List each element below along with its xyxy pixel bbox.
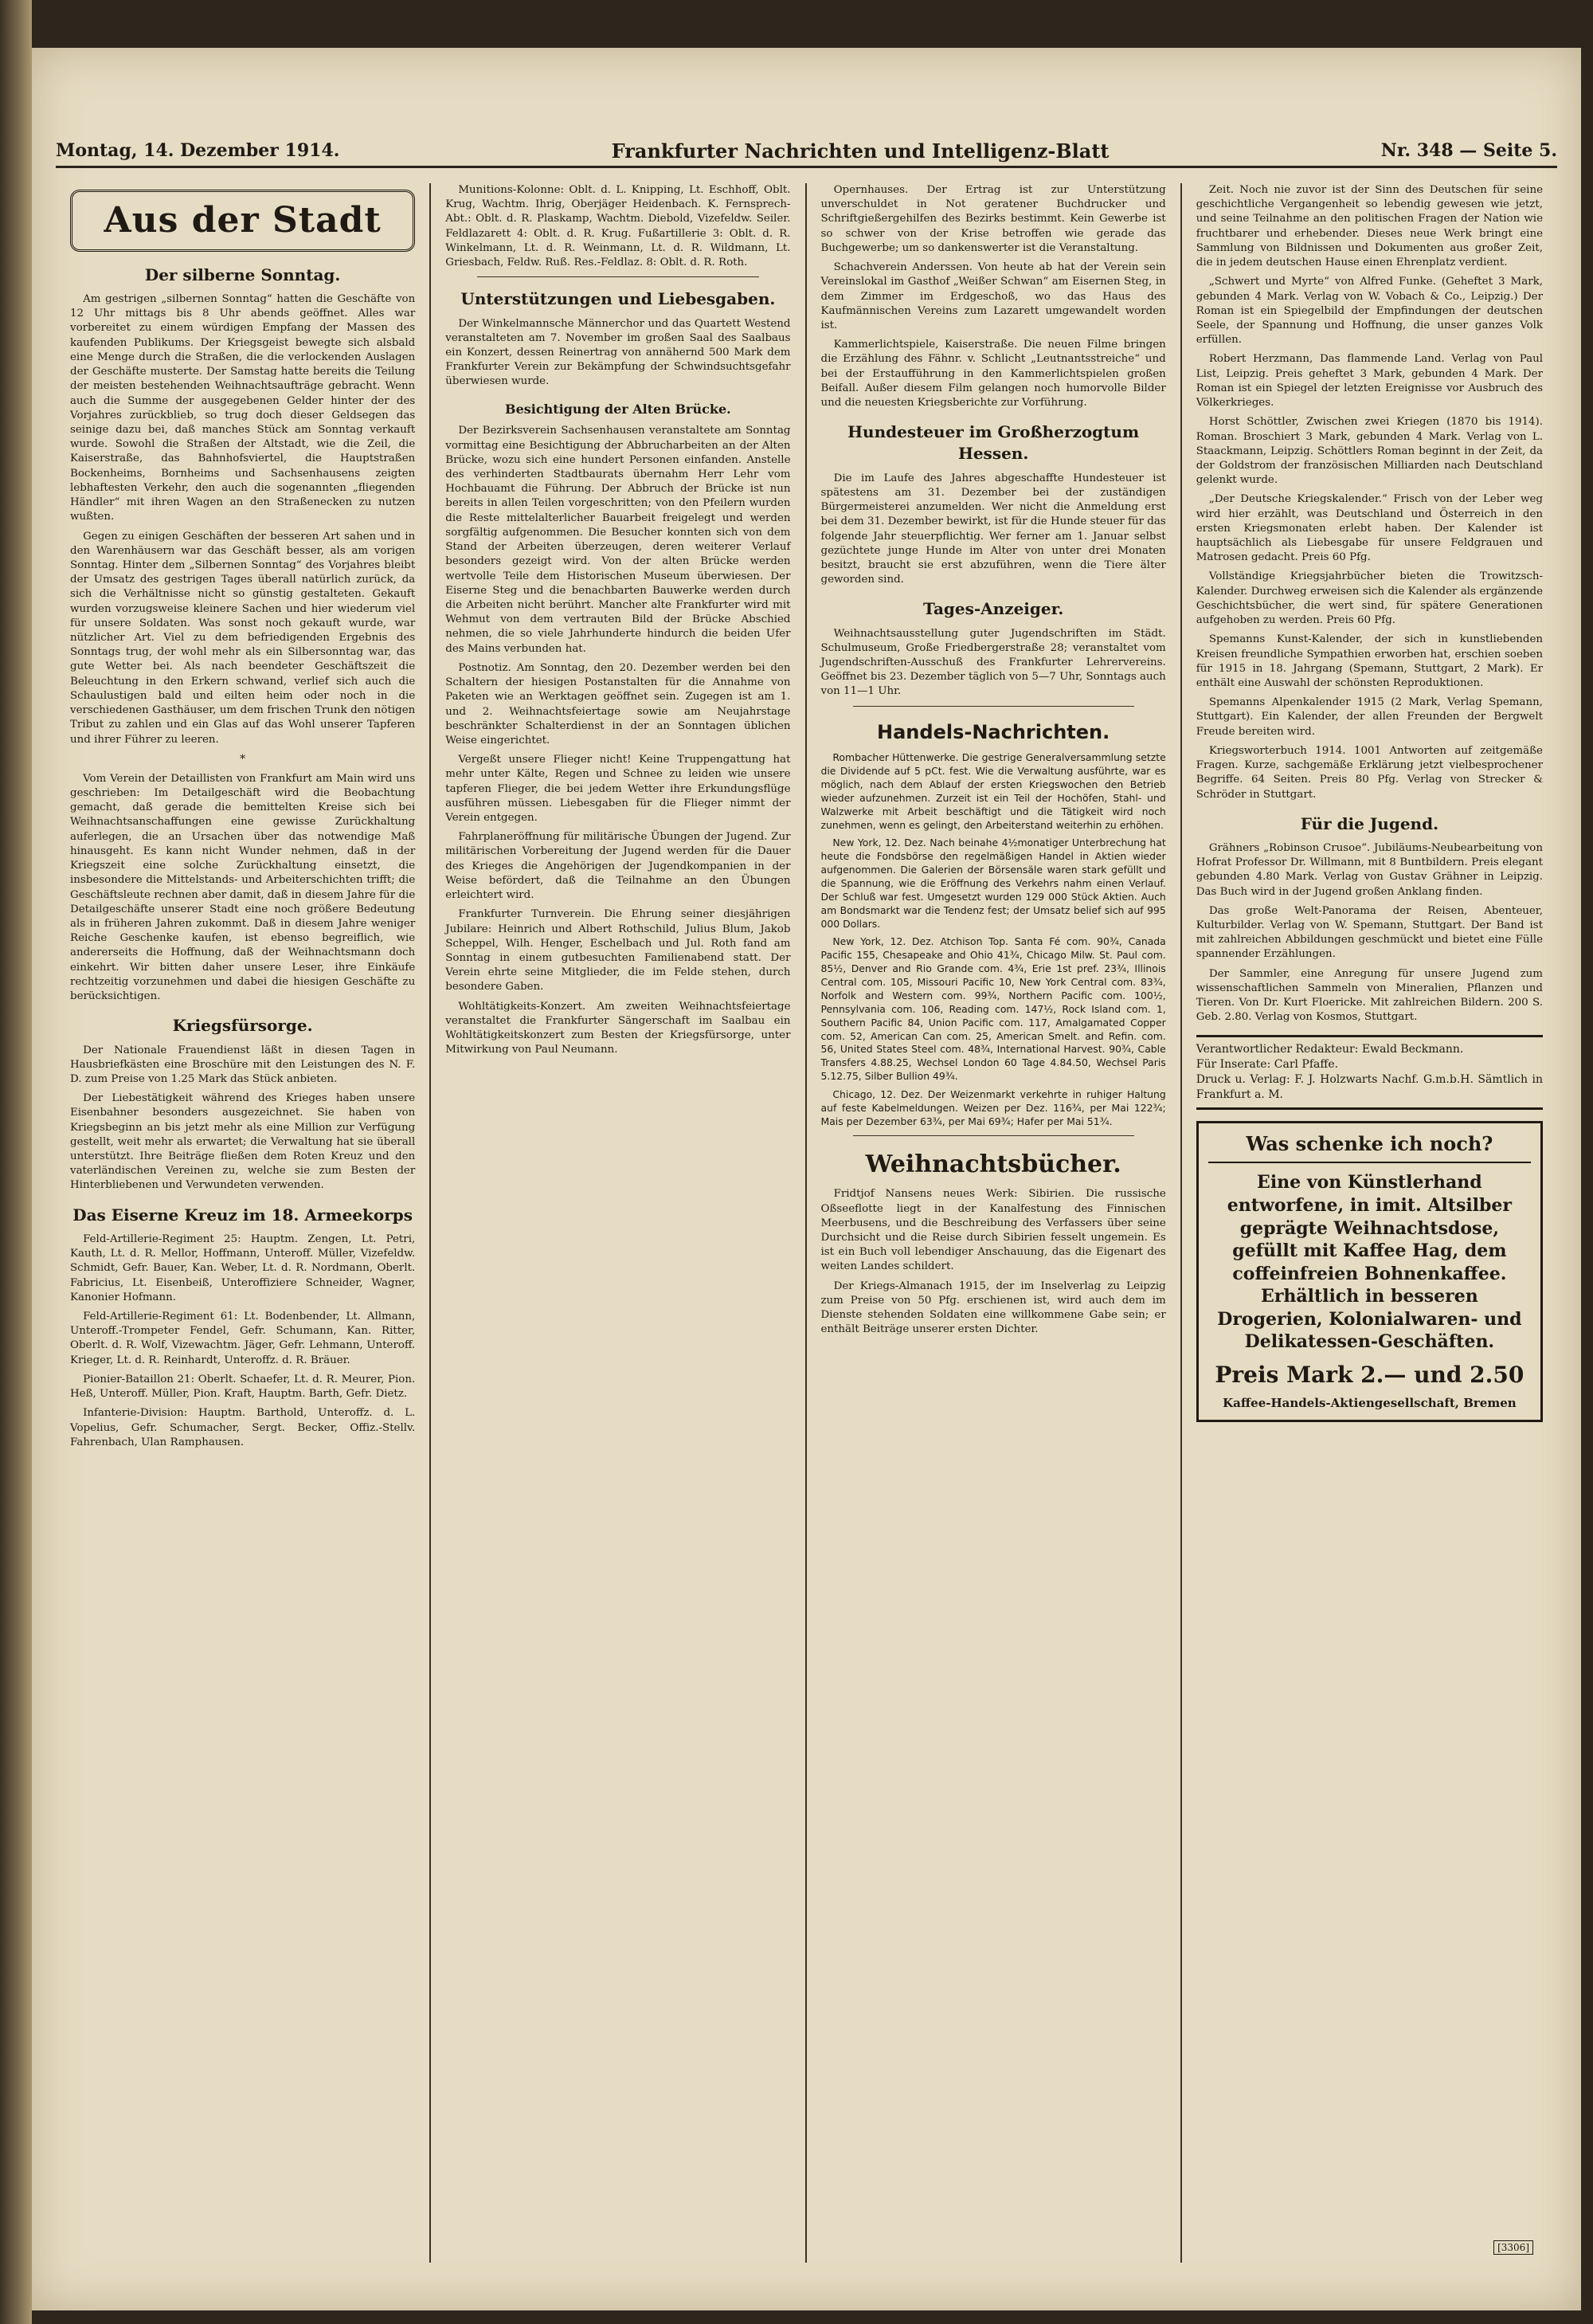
article-paragraph: Der Bezirksverein Sachsenhausen veranstaltete am Sonntag vormittag eine Besichtigung der Abbrucharbeiten an der Alten Brücke, wozu sich eine hundert Personen einfanden. Anstelle des verhinderten Stadtbaurats übernahm Herr Lehr vom Hochbauamt die Führung. Der Abbruch der Brücke ist nun bereits in allen Teilen vorgeschritten; von den Pfeilern wurden die Reste mittelalterlicher Bauarbeit freigelegt und werden sorgfältig aufgenommen. Die Besucher konnten sich von dem Stand der Arbeiten überzeugen, deren weiterer Verlauf besonders gezeigt wird. Von der alten Brücke werden wertvolle Teile dem Historischen Museum überwiesen. Der Eiserne Steg und die benachbarten Bauwerke werden durch die Arbeiten nicht berührt. Mancher alte Frankfurter wird mit Wehmut von dem vertrauten Bild der Brücke Abschied nehmen, die so viele Jahrhunderte hindurch die beiden Ufer des Mains verbunden hat.	[445, 425, 791, 655]
book-review: Vollständige Kriegsjahrbücher bieten die Trowitzsch-Kalender. Durchweg erweisen sich die Kalender als ergänzende Geschichtsbücher, die wert sind, für spätere Generationen aufgehoben zu werden. Preis 60 Pfg.	[1196, 570, 1543, 627]
book-review: „Schwert und Myrte“ von Alfred Funke. (Geheftet 3 Mark, gebunden 4 Mark. Verlag von W. Vobach & Co., Leipzig.) Der Roman ist ein Spiegelbild der Empfindungen der deutschen Seele, der Spannung und Hoffnung, die unser ganzes Volk erfüllen.	[1196, 276, 1543, 347]
imprint-ads: Für Inserate: Carl Pfaffe.	[1196, 1057, 1339, 1071]
book-review: Spemanns Alpenkalender 1915 (2 Mark, Verlag Spemann, Stuttgart). Ein Kalender, der allen Freunden der Bergwelt Freude bereiten wird.	[1196, 696, 1543, 738]
article-paragraph: Der Liebestätigkeit während des Krieges haben unsere Eisenbahner besonders ausgezeichnet. Sie haben von Kriegsbeginn an bis jetzt mehr als eine Million zur Verfügung gestellt, weit mehr als erwartet; die Verwaltung hat sie überall unterstützt. Ihre Beiträge fließen dem Roten Kreuz und den vaterländischen Vereinen zu, welche sie zum Besten der Hinterbliebenen und Verwundeten verwenden.	[70, 1092, 416, 1192]
headline-for-youth: Für die Jugend.	[1300, 813, 1439, 833]
book-review: Spemanns Kunst-Kalender, der sich in kunstliebenden Kreisen freundliche Sympathien erworben hat, erschien soeben für 1915 in 18. Jahrgang (Spemann, Stuttgart, 2 Mark). Er enthält eine Auswahl der schönsten Reproduktionen.	[1196, 633, 1543, 689]
article-paragraph: Rombacher Hüttenwerke. Die gestrige Generalversammlung setzte die Dividende auf 5 pCt. fest. Wie die Verwaltung ausführte, war es möglich, nach dem Ablauf der ersten Kriegswochen den Betrieb wieder aufzunehmen. Zurzeit ist ein Teil der Hochöfen, Stahl- und Walzwerke mit Arbeit beschäftigt und die Tätigkeit wird noch zunehmen, wenn es gelingt, den Arbeiterstand weiterhin zu erhöhen.	[820, 751, 1166, 831]
article-paragraph: Fahrplaneröffnung für militärische Übungen der Jugend. Zur militärischen Vorbereitung der Jugend werden für die Dauer des Krieges die Angehörigen der Jugendkompanien in der Weise befördert, daß die Teilnahme an den Übungen erleichtert wird.	[445, 831, 791, 902]
article-paragraph: Der Winkelmannsche Männerchor und das Quartett Westend veranstalteten am 7. November im großen Saal des Saalbaus ein Konzert, dessen Reinertrag von annähernd 500 Mark dem Frankfurter Verein zur Bekämpfung der Schwindsuchtsgefahr überwiesen wurde.	[445, 317, 791, 388]
book-review: „Der Deutsche Kriegskalender.“ Frisch von der Leber weg wird hier erzählt, was Deutschland und Österreich in den ersten Kriegsmonaten erlebt haben. Der Kalender ist hauptsächlich als Liebesgabe für unsere Feldgrauen und Matrosen gedacht. Preis 60 Pfg.	[1196, 493, 1543, 564]
masthead: Frankfurter Nachrichten und Intelligenz-Blatt	[611, 139, 1110, 163]
imprint	[1196, 1035, 1543, 1110]
ad-firm: Kaffee-Handels-Aktiengesellschaft, Bremen	[1223, 1396, 1517, 1411]
article-paragraph: Die im Laufe des Jahres abgeschaffte Hundesteuer ist spätestens am 31. Dezember bei der zuständigen Bürgermeisterei anzumelden. Wer nicht die Anmeldung erst bei dem 31. Dezember bewirkt, ist für die Hunde steuer für das folgende Jahr steuerpflichtig. Wer ferner am 1. Januar selbst gezüchtete junge Hunde im Alter von unter drei Monaten besitzt, braucht sie erst abzuführen, wenn die Tiere älter geworden sind.	[820, 472, 1166, 586]
headline-daily-notices: Tages-Anzeiger.	[922, 599, 1064, 619]
ad-title: Was schenke ich noch?	[1208, 1131, 1531, 1164]
section-title: Aus der Stadt	[70, 190, 415, 252]
headline-iron-cross: Das Eiserne Kreuz im 18. Armeekorps	[72, 1205, 413, 1225]
imprint-publisher: Druck u. Verlag: F. J. Holzwarts Nachf. G.m.b.H. Sämtlich in Frankfurt a. M.	[1196, 1072, 1543, 1101]
article-paragraph: Munitions-Kolonne: Oblt. d. L. Knipping, Lt. Eschhoff, Oblt. Krug, Wachtm. Ihrig, Oberjäger Heidenbach. K. Fernsprech-Abt.: Oblt. d. R. Plaskamp, Wachtm. Diebold, Vizefeldw. Seiler. Feldlazarett 4: Oblt. d. R. Krug. Fußartillerie 3: Oblt. d. R. Winkelmann, Lt. d. R. Weinmann, Lt. d. R. Wildmann, Lt. Griesbach, Feldw. Ruß. Res.-Feldlaz. 8: Oblt. d. R. Roth.	[445, 184, 791, 269]
article-paragraph: Postnotiz. Am Sonntag, den 20. Dezember werden bei den Schaltern der hiesigen Postanstalten für die Annahme von Paketen wie an Werktagen geöffnet sein. Zugegen ist am 1. und 2. Weihnachtsfeiertage sowie am Neujahrstage beschränkter Schalterdienst in der an Sonntagen üblichen Weise eingerichtet.	[445, 661, 791, 747]
book-review: Horst Schöttler, Zwischen zwei Kriegen (1870 bis 1914). Roman. Broschiert 3 Mark, gebunden 4 Mark. Verlag von L. Staackmann, Leipzig. Schöttlers Roman beginnt in der Zeit, da der Goldstrom der französischen Milliarden nach Deutschland gelenkt wurde.	[1196, 416, 1543, 487]
headline-silver-sunday: Der silberne Sonntag.	[144, 265, 341, 284]
headline-old-bridge: Besichtigung der Alten Brücke.	[505, 401, 731, 417]
article-paragraph: Vom Verein der Detaillisten von Frankfurt am Main wird uns geschrieben: Im Detailgeschäft wird die Beobachtung gemacht, daß gerade die bemittelten Kreise sich bei Weihnachtsanschaffungen eine gewisse Zurückhaltung auferlegen, die an Ursachen über das notwendige Maß hinausgeht. Es kann nicht Wunder nehmen, daß in der Kriegszeit eine solche Zurückhaltung einsetzt, die insbesondere die Mittelstands- und Arbeiterschichten trifft; die Geschäftsleute rechnen aber damit, daß in diesem Jahre für die Detailgeschäfte unserer Stadt eine noch größere Bedeutung als in früheren Jahren zukommt. Daß in diesem Jahre weniger Reiche Geschenke kaufen, ist ebenso begreiflich, wie andererseits die Hoffnung, daß der Weihnachtsmann doch einkehrt. Wir bitten daher unsere Leser, ihre Einkäufe rechtzeitig vorzunehmen und dabei die hiesigen Geschäfte zu berücksichtigen.	[70, 772, 416, 1003]
headline-donations: Unterstützungen und Liebesgaben.	[460, 289, 776, 309]
column-1	[56, 183, 431, 2263]
article-paragraph: Wohltätigkeits-Konzert. Am zweiten Weihnachtsfeiertage veranstaltet die Frankfurter Sängerschaft im Saalbau ein Wohltätigkeitskonzert zum Besten der Kriegsfürsorge, unter Mitwirkung von Paul Neumann.	[445, 1000, 791, 1056]
header-date: Montag, 14. Dezember 1914.	[56, 140, 340, 161]
column-grid	[56, 183, 1557, 2263]
article-paragraph: Vergeßt unsere Flieger nicht! Keine Truppengattung hat mehr unter Kälte, Regen und Schnee zu leiden wie unsere tapferen Flieger, die bei jedem Wetter ihre Erkundungsflüge ausführen müssen. Liebesgaben für die Flieger nimmt der Verein entgegen.	[445, 754, 791, 825]
page-code: [3306]	[1493, 2240, 1533, 2255]
separator-star: *	[240, 752, 246, 766]
article-paragraph: Schachverein Anderssen. Von heute ab hat der Verein sein Vereinslokal im Gasthof „Weißer Schwan“ am Eisernen Steg, in dem Zimmer im Erdgeschoß, wo das Haus des Kaufmännischen Vereins zum Lazarett umgewandelt worden ist.	[820, 261, 1166, 331]
divider	[853, 706, 1134, 707]
book-review: Robert Herzmann, Das flammende Land. Verlag von Paul List, Leipzig. Preis geheftet 3 Mark, gebunden 4 Mark. Der Roman ist ein Spiegel der letzten Ereignisse vor Ausbruch des Völkerkrieges.	[1196, 353, 1543, 410]
article-paragraph: Chicago, 12. Dez. Der Weizenmarkt verkehrte in ruhiger Haltung auf feste Kabelmeldungen. Weizen per Dez. 116¾, per Mai 122¾; Mais per Dezember 63¾, per Mai 69¾; Hafer per Mai 51¾.	[820, 1088, 1166, 1127]
header-page-number: Nr. 348 — Seite 5.	[1380, 140, 1557, 161]
column-2	[431, 183, 806, 2263]
column-4	[1182, 183, 1557, 2263]
headline-dog-tax: Hundesteuer im Großherzogtum Hessen.	[847, 422, 1140, 464]
divider	[853, 1135, 1134, 1136]
running-header	[56, 135, 1557, 168]
divider	[477, 276, 758, 277]
book-review: Grähners „Robinson Crusoe“. Jubiläums-Neubearbeitung von Hofrat Professor Dr. Willmann, mit 8 Buntbildern. Preis elegant gebunden 4.80 Mark. Verlag von Gustav Grähner in Leipzig. Das Buch wird in der Jugend großen Anklang finden.	[1196, 841, 1543, 898]
newspaper-page	[32, 48, 1581, 2310]
article-paragraph: Der Nationale Frauendienst läßt in diesen Tagen in Hausbriefkästen eine Broschüre mit den Leistungen des N. F. D. zum Preise von 1.25 Mark das Stück anbieten.	[70, 1044, 416, 1085]
article-paragraph: Fridtjof Nansens neues Werk: Sibirien. Die russische Oßseeflotte liegt in der Kanalfestung des Finnischen Meerbusens, und die Beschreibung des Verfassers über seine Durchsicht und die Reise durch Sibirien fesselt ungemein. Es ist ein Buch voll lebendiger Anschauung, das die Eigenart des weiten Landes schildert.	[820, 1188, 1166, 1273]
headline-christmas-books: Weihnachtsbücher.	[865, 1150, 1121, 1178]
book-review: Das große Welt-Panorama der Reisen, Abenteuer, Kulturbilder. Verlag von W. Spemann, Stuttgart. Der Band ist mit zahlreichen Abbildungen geschmückt und bietet eine Fülle spannender Erzählungen.	[1196, 904, 1543, 961]
article-paragraph: Pionier-Bataillon 21: Oberlt. Schaefer, Lt. d. R. Meurer, Pion. Heß, Unteroff. Müller, Pion. Kraft, Hauptm. Barth, Gefr. Dietz.	[70, 1373, 416, 1401]
article-paragraph: Der Kriegs-Almanach 1915, der im Inselverlag zu Leipzig zum Preise von 50 Pfg. erschienen ist, wird auch dem im Dienste stehenden Soldaten eine willkommene Gabe sein; er enthält Beiträge unserer ersten Dichter.	[820, 1280, 1166, 1336]
article-paragraph: New York, 12. Dez. Nach beinahe 4½monatiger Unterbrechung hat heute die Fondsbörse den regelmäßigen Handel in Aktien wieder aufgenommen. Die Galerien der Börsensäle waren stark gefüllt und die Spannung, wie die Eröffnung des Verkehrs nahm einen Verlauf. Der Schluß war fest. Umgesetzt wurden 129 000 Stück Aktien. Auch am Bondsmarkt war die Tendenz fest; der Umsatz belief sich auf 995 000 Dollars.	[820, 837, 1166, 930]
ad-body: Eine von Künstlerhand entworfene, in imit. Altsilber geprägte Weihnachtsdose, gefüllt mit Kaffee Hag, dem coffeinfreien Bohnenkaffee. Erhältlich in besseren Drogerien, Kolonialwaren- und Delikatessen-Geschäften.	[1217, 1172, 1522, 1353]
article-paragraph: Feld-Artillerie-Regiment 61: Lt. Bodenbender, Lt. Allmann, Unteroff.-Trompeter Fendel, Gefr. Schumann, Kan. Ritter, Oberlt. d. R. Wolf, Vizewachtm. Jäger, Gefr. Lehmann, Unteroff. Krieger, Lt. d. R. Reinhardt, Unteroffz. d. R. Bräuer.	[70, 1310, 416, 1366]
stock-quotes: New York, 12. Dez. Atchison Top. Santa Fé com. 90¾, Canada Pacific 155, Chesapeake and Ohio 41¾, Chicago Milw. St. Paul com. 85½, Denver and Rio Grande com. 4¾, Erie 1st pref. 23¾, Illinois Central com. 105, Missouri Pacific 10, New York Central com. 83¾, Norfolk and Western com. 99¾, Northern Pacific com. 100½, Pennsylvania com. 106, Reading com. 147½, Rock Island com. 1, Southern Pacific 84, Union Pacific com. 117, Amalgamated Copper com. 52, American Can com. 25, American Smelt. and Refin. com. 56, United States Steel com. 48¾, International Harvest. 90¾, Cable Transfers 4.88.25, Wechsel London 60 Tage 4.84.50, Wechsel Paris 5.12.75, Silber Bullion 49¾.	[820, 935, 1166, 1083]
article-paragraph: Kammerlichtspiele, Kaiserstraße. Die neuen Filme bringen die Erzählung des Fähnr. v. Schlicht „Leutnantsstreiche“ und bei der Erstaufführung in den Kammerlichtspielen großen Beifall. Außer diesem Film gelangen noch humorvolle Bilder und die neuesten Kriegsberichte zur Vorführung.	[820, 339, 1166, 410]
article-paragraph: Frankfurter Turnverein. Die Ehrung seiner diesjährigen Jubilare: Heinrich und Albert Rothschild, Julius Blum, Jakob Scheppel, Wilh. Henger, Eschelbach und Jul. Roth fand am Sonntag in einem gutbesuchten Familienabend statt. Der Verein ehrte seine Mitglieder, die im Felde stehen, durch besondere Gaben.	[445, 908, 791, 993]
article-paragraph: Zeit. Noch nie zuvor ist der Sinn des Deutschen für seine geschichtliche Vergangenheit so lebendig gewesen wie jetzt, und seine Teilnahme an den politischen Fragen der Nation wie fruchtbarer und erhebender. Dieses neue Werk bringt eine Sammlung von Bildnissen und Dokumenten aus großer Zeit, die in jedem deutschen Hause einen Ehrenplatz verdient.	[1196, 184, 1543, 269]
advertisement-kaffee-hag	[1196, 1121, 1543, 1422]
book-review: Der Sammler, eine Anregung für unsere Jugend zum wissenschaftlichen Sammeln von Mineralien, Pflanzen und Tieren. Von Dr. Kurt Floericke. Mit zahlreichen Bildern. 200 S. Geb. 2.80. Verlag von Kosmos, Stuttgart.	[1196, 967, 1543, 1024]
imprint-editor: Verantwortlicher Redakteur: Ewald Beckmann.	[1196, 1042, 1464, 1056]
book-binding	[0, 0, 32, 2324]
article-paragraph: Gegen zu einigen Geschäften der besseren Art sahen und in den Warenhäusern war das Geschäft besser, als am vorigen Sonntag. Hinter dem „Silbernen Sonntag“ des Vorjahres bleibt der Umsatz des gestrigen Tages überall natürlich zurück, da sich die Verhältnisse nicht so günstig gestalteten. Gekauft wurden vorzugsweise kleinere Sachen und hier wiederum viel für unsere Soldaten. Was sonst noch gekauft wurde, war nützlicher Art. Viel zu dem befriedigenden Ergebnis des Sonntags trug, der wohl mehr als ein Silbersonntag war, das gute Wetter bei. Als nach beendeter Geschäftszeit die Beleuchtung in den Erkern schwand, verlief sich auch die Schaulustigen bald und eilten heim oder noch in die verschiedenen Gasthäuser, um dem frischen Trunk den nötigen Tribut zu zahlen und ein Glas auf das Wohl unserer Tapferen und ihrer Führer zu leeren.	[70, 530, 416, 746]
ad-price: Preis Mark 2.— und 2.50	[1215, 1362, 1525, 1389]
headline-trade-news: Handels-Nachrichten.	[877, 720, 1110, 743]
column-3	[807, 183, 1182, 2263]
book-review: Kriegsworterbuch 1914. 1001 Antworten auf zeitgemäße Fragen. Kurze, sachgemäße Erklärung jetzt vielbesprochener Begriffe. 64 Seiten. Preis 80 Pfg. Verlag von Strecker & Schröder in Stuttgart.	[1196, 744, 1543, 801]
article-paragraph: Opernhauses. Der Ertrag ist zur Unterstützung unverschuldet in Not geratener Buchdrucker und Schriftgießergehilfen des Bezirks bestimmt. Kein Gewerbe ist so schwer von der Krise betroffen wie gerade das Buchgewerbe; um so dankenswerter ist die Veranstaltung.	[820, 184, 1166, 254]
article-paragraph: Infanterie-Division: Hauptm. Barthold, Unteroffz. d. L. Vopelius, Gefr. Schumacher, Sergt. Becker, Offiz.-Stellv. Fahrenbach, Ulan Ramphausen.	[70, 1407, 416, 1448]
article-paragraph: Feld-Artillerie-Regiment 25: Hauptm. Zengen, Lt. Petri, Kauth, Lt. d. R. Mellor, Hoffmann, Unteroff. Müller, Vizefeldw. Schmidt, Gefr. Bauer, Kan. Weber, Lt. d. R. Nordmann, Oberlt. Fabricius, Lt. Eisenbeiß, Unteroffiziere Schneider, Wagner, Kanonier Hofmann.	[70, 1233, 416, 1303]
article-paragraph: Weihnachtsausstellung guter Jugendschriften im Städt. Schulmuseum, Große Friedbergerstraße 28; veranstaltet vom Jugendschriften-Ausschuß des Frankfurter Lehrervereins. Geöffnet bis 23. Dezember täglich von 5—7 Uhr, Sonntags auch von 11—1 Uhr.	[820, 627, 1166, 698]
article-paragraph: Am gestrigen „silbernen Sonntag“ hatten die Geschäfte von 12 Uhr mittags bis 8 Uhr abends geöffnet. Alles war vorbereitet zu einem würdigen Empfang der Massen des kaufenden Publikums. Der Kriegsgeist bewegte sich alsbald eine Menge durch die Straßen, die die verlockenden Auslagen der Geschäfte musterte. Der Samstag hatte bereits die Teilung der meisten bestehenden Weihnachtsaufträge gebracht. Wenn auch die Summe der ausgegebenen Gelder hinter der des Vorjahres zurückblieb, so trug doch dieser Geldsegen das seinige dazu bei, daß manches Stück am Sonntag verkauft wurde. Sowohl die Straßen der Altstadt, wie die Zeil, die Kaiserstraße, das Bahnhofsviertel, die Hauptstraßen Bockenheims, Bornheims und Sachsenhausens zeigten lebhaftesten Verkehr, den auch die sogenannten „fliegenden Händler“ mit ihren Wagen an den Straßenecken zu nutzen wußten.	[70, 293, 416, 523]
headline-war-welfare: Kriegsfürsorge.	[172, 1016, 313, 1036]
